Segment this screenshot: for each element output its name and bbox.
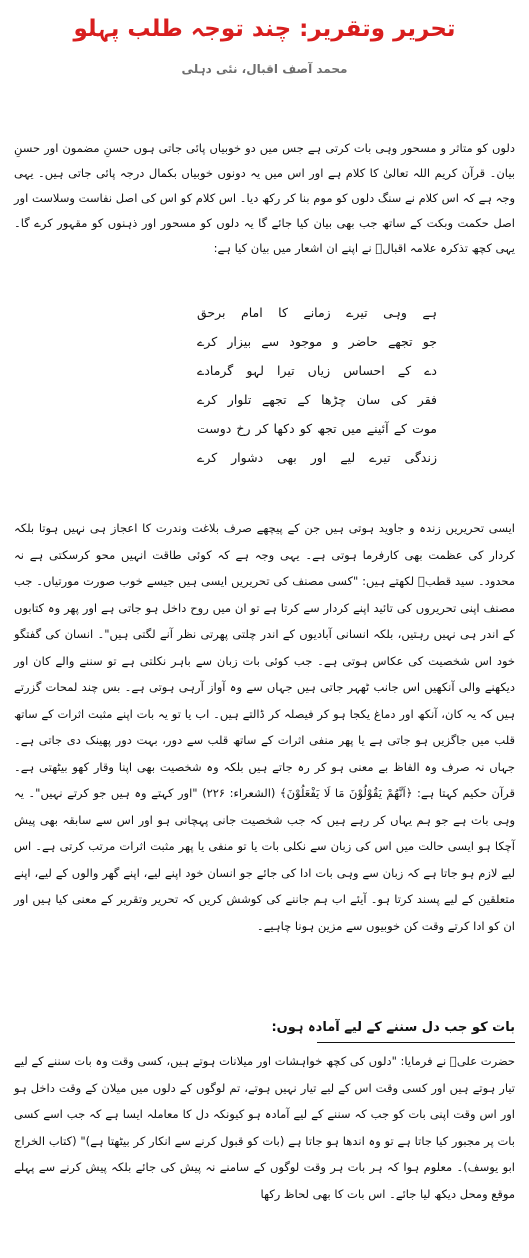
intro-paragraph-text: دلوں کو متاثر و مسحور وہی بات کرتی ہے جس میں دو خوبیاں پائی جاتی ہوں حسنِ مضمون اور حسنِ بیان۔ قرآن کریم اللہ تعالیٰ کا کلام ہے اور اس میں یہ دونوں خوبیاں بکمال درجہ پائی جاتی ہیں۔ یہی وجہ ہے کہ اس کلام نے سنگ دلوں کو موم بنا کر رکھ دیا۔ اس کلام کو اس کی اصل نفاست وسلاست اور اصل حکمت وبکت کے ساتھ جب بھی بیان کیا جائے گا یہ دلوں کو مسحور اور ذہنوں کو مقہور کرے گا۔ یہی کچھ تذکرہ علامہ اقبالؒ نے اپنے ان اشعار میں بیان کیا ہے: [14, 141, 515, 255]
poem-line: جو تجھے حاضر و موجود سے بیزار کرے [197, 334, 437, 349]
body-paragraph-text: ایسی تحریریں زندہ و جاوید ہوتی ہیں جن کے پیچھے صرف بلاغت وندرت کا اعجاز ہی نہیں ہوتا بلکہ کردار کی عظمت بھی کارفرما ہوتی ہے۔ یہی وجہ ہے کہ کوئی طاقت انہیں محو کرسکتی ہے نہ محدود۔ سید قطبؒ لکھتے ہیں: "کسی مصنف کی تحریریں ایسی ہیں جیسے خوب صورت مورتیاں۔ جب مصنف اپنی تحریروں کی تائید اپنے کردار سے کرتا ہے تو ان میں روح داخل ہو جاتی ہے اور پھر وہ کتابوں کے اندر ہی نہیں رہتیں، بلکہ انسانی آبادیوں کے اندر چلتی پھرتی نظر آنے لگتی ہیں"۔ انسان کی گفتگو خود اس شخصیت کی عکاس ہوتی ہے۔ جب کوئی بات زبان سے باہر نکلتی ہے تو سننے والے کان اور دیکھنے والی آنکھیں اس جانب ٹھہر جاتی ہیں جہاں سے وہ آواز آرہی ہوتی ہے۔ بس چند لمحات گزرتے ہیں کہ یہ کان، آنکھ اور دماغ یکجا ہو کر فیصلہ کر ڈالتے ہیں۔ اب یا تو یہ بات اپنے مثبت اثرات کے ساتھ قلب میں جاگزیں ہو جاتی ہے یا پھر منفی اثرات کے ساتھ قلب سے دور، بہت دور پھینک دی جاتی ہے۔ جہاں نہ صرف وہ الفاظ بے معنی ہو کر رہ جاتے ہیں بلکہ وہ شخصیت بھی اپنا وقار کھو بیٹھتی ہے۔ قرآن حکیم کہتا ہے: ﴿اَنَّهُمْ يَقُوْلُوْنَ مَا لَا يَفْعَلُوْنَ﴾ (الشعراء: ۲۲۶) "اور کہتے وہ ہیں جو کرتے نہیں"۔ یہ وہی بات ہے جو ہم یہاں کر رہے ہیں کہ جب شخصیت جانی پہچانی ہو اور اس سے سابقہ بھی پیش آچکا ہو ایسی حالت میں اس کی زبان سے نکلی بات یا تو منفی یا پھر مثبت اثرات مرتب کرتی ہے۔ اس لیے لازم ہو جاتا ہے کہ زبان سے وہی بات ادا کی جائے جو انسان خود اپنے لیے، اپنے گھر والوں کے لیے، اپنے متعلقین کے لیے پسند کرتا ہو۔ آیئے اب ہم جاننے کی کوشش کریں کہ تحریر وتقریر کے معنی کیا ہیں اور ان کو ادا کرتے وقت کن خوبیوں سے مزین ہونا چاہیے۔ [14, 521, 515, 933]
poem-line: دے کے احساس زیاں تیرا لہو گرمادے [197, 363, 437, 378]
poem-line: ہے وہی تیرے زمانے کا امام برحق [197, 305, 437, 320]
poem-block [197, 298, 437, 472]
poem-line: موت کے آئینے میں تجھ کو دکھا کر رخ دوست [197, 421, 437, 436]
intro-paragraph [14, 136, 515, 261]
poem-line: زندگی تیرے لیے اور بھی دشوار کرے [197, 450, 437, 465]
closing-paragraph [14, 1048, 515, 1207]
section-heading: بات کو جب دل سننے کے لیے آمادہ ہوں: [271, 1020, 515, 1035]
poem-line: فقر کی سان چڑھا کے تجھے تلوار کرے [197, 392, 437, 407]
body-paragraph [14, 515, 515, 939]
closing-paragraph-text: حضرت علیؓ نے فرمایا: "دلوں کی کچھ خواہشات اور میلانات ہوتے ہیں، کسی وقت وہ بات سننے کے لیے تیار ہوتے ہیں اور کسی وقت اس کے لیے تیار نہیں ہوتے، تم لوگوں کے دلوں میں میلان کے وقت داخل ہو اور اس وقت اپنی بات کو جب کہ سننے کے لیے آمادہ ہو کیونکہ دل کا معاملہ ایسا ہے کہ جب اسے کسی بات پر مجبور کیا جاتا ہے تو وہ اندھا ہو جاتا ہے (بات کو قبول کرنے سے انکار کر بیٹھتا ہے)" (کتاب الخراج ابو یوسف)۔ معلوم ہوا کہ ہر بات ہر وقت لوگوں کے سامنے نہ پیش کی جائے بلکہ پیش کرنے سے پہلے موقع ومحل دیکھ لیا جائے۔ اس بات کا بھی لحاظ رکھا [14, 1054, 515, 1201]
section-heading-underline [317, 1042, 515, 1043]
author-byline: محمد آصف اقبال، نئی دہلی [181, 62, 348, 76]
article-title: تحریر وتقریر: چند توجہ طلب پہلو [73, 16, 456, 42]
